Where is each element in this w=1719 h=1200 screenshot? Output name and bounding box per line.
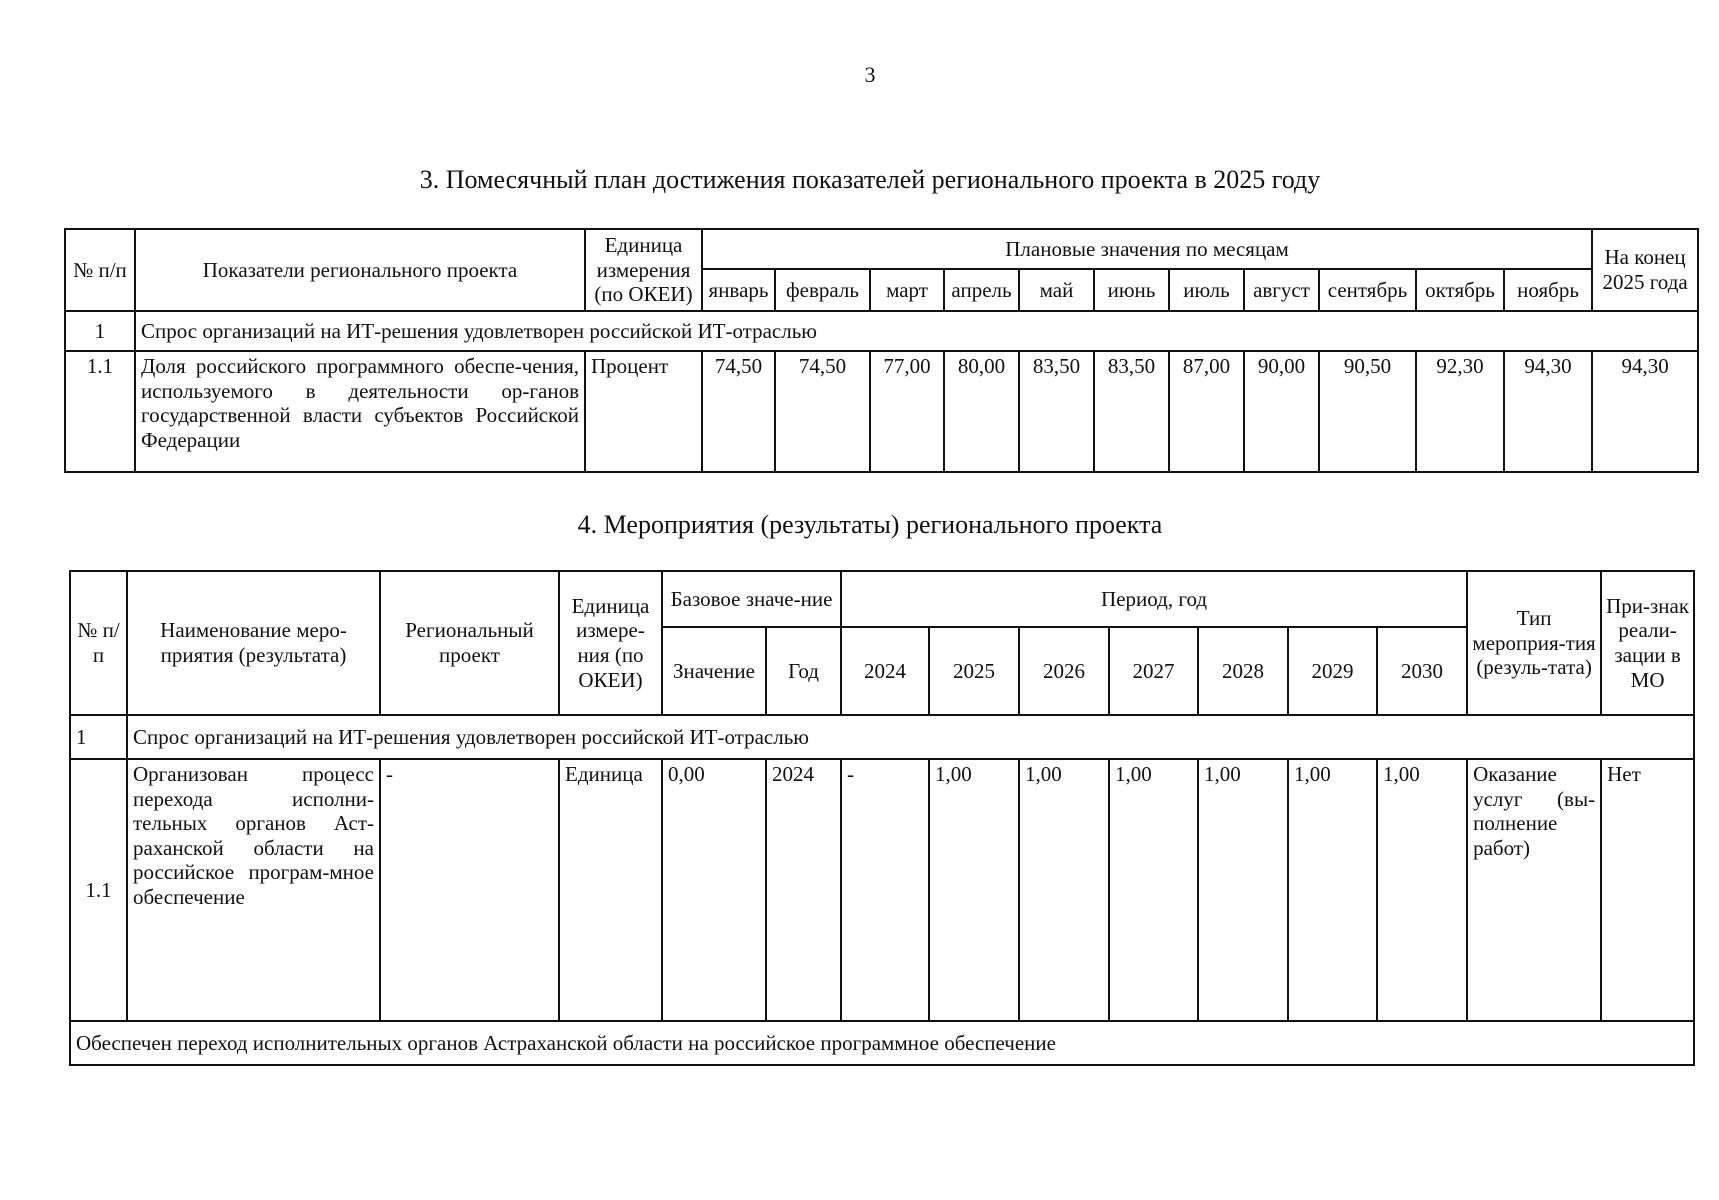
year-end-value: 94,30 — [1592, 351, 1698, 472]
activity-name: Организован процесс перехода исполни-тельных органов Аст-раханской области на российское програм-мное обеспечение — [127, 759, 380, 1021]
header-num: № п/п — [65, 229, 135, 311]
year-value: 1,00 — [1019, 759, 1109, 1021]
row-num: 1 — [65, 311, 135, 351]
header-period: Период, год — [841, 571, 1467, 627]
header-base-value-year: Год — [766, 627, 841, 715]
table-row — [65, 351, 1698, 472]
regional-project-cell: - — [380, 759, 559, 1021]
header-plan-by-month: Плановые значения по месяцам — [702, 229, 1592, 269]
month-value: 80,00 — [944, 351, 1019, 472]
month-value: 83,50 — [1094, 351, 1169, 472]
row-num: 1.1 — [70, 759, 127, 1021]
header-month: февраль — [775, 269, 870, 311]
year-value: 1,00 — [1198, 759, 1288, 1021]
month-value: 90,50 — [1319, 351, 1416, 472]
header-year: 2024 — [841, 627, 929, 715]
header-activity-type: Тип мероприя-тия (резуль-тата) — [1467, 571, 1601, 715]
header-month: март — [870, 269, 944, 311]
header-base-value-value: Значение — [662, 627, 766, 715]
year-value: 1,00 — [1377, 759, 1467, 1021]
year-value: 1,00 — [929, 759, 1019, 1021]
header-month: май — [1019, 269, 1094, 311]
row-num: 1.1 — [65, 351, 135, 472]
page-number: 3 — [864, 62, 876, 87]
unit-cell: Процент — [585, 351, 702, 472]
header-regional-project: Региональный проект — [380, 571, 559, 715]
header-mo-sign: При-знак реали-зации в МО — [1601, 571, 1694, 715]
activity-type-cell: Оказание услуг (вы-полнение работ) — [1467, 759, 1601, 1021]
header-year: 2030 — [1377, 627, 1467, 715]
month-value: 94,30 — [1504, 351, 1592, 472]
table-group-row — [65, 311, 1698, 351]
table-group-row — [70, 715, 1694, 759]
header-year: 2026 — [1019, 627, 1109, 715]
header-unit: Единица измерения (по ОКЕИ) — [585, 229, 702, 311]
activities-table — [69, 570, 1695, 1066]
section-3-title: 3. Помесячный план достижения показателей регионального проекта в 2025 году — [419, 165, 1321, 194]
monthly-plan-table — [64, 228, 1699, 473]
row-num: 1 — [70, 715, 127, 759]
header-month: апрель — [944, 269, 1019, 311]
table-row — [70, 759, 1694, 1021]
base-year-cell: 2024 — [766, 759, 841, 1021]
month-value: 87,00 — [1169, 351, 1244, 472]
base-value-cell: 0,00 — [662, 759, 766, 1021]
table-footer-row — [70, 1021, 1694, 1065]
header-month: август — [1244, 269, 1319, 311]
header-month: июнь — [1094, 269, 1169, 311]
month-value: 83,50 — [1019, 351, 1094, 472]
year-value: 1,00 — [1109, 759, 1198, 1021]
header-base-value: Базовое значе-ние — [662, 571, 841, 627]
group-row-text: Спрос организаций на ИТ-решения удовлетворен российской ИТ-отраслью — [135, 311, 1698, 351]
header-num: № п/п — [70, 571, 127, 715]
group-row-text: Спрос организаций на ИТ-решения удовлетворен российской ИТ-отраслью — [127, 715, 1694, 759]
header-year-end: На конец 2025 года — [1592, 229, 1698, 311]
header-month: октябрь — [1416, 269, 1504, 311]
month-value: 74,50 — [775, 351, 870, 472]
header-indicator: Показатели регионального проекта — [135, 229, 585, 311]
year-value: - — [841, 759, 929, 1021]
header-month: сентябрь — [1319, 269, 1416, 311]
header-activity-name: Наименование меро-приятия (результата) — [127, 571, 380, 715]
section-4-title: 4. Мероприятия (результаты) регионального проекта — [577, 510, 1163, 539]
month-value: 77,00 — [870, 351, 944, 472]
header-month: ноябрь — [1504, 269, 1592, 311]
header-month: июль — [1169, 269, 1244, 311]
header-year: 2025 — [929, 627, 1019, 715]
month-value: 74,50 — [702, 351, 775, 472]
header-unit: Единица измере-ния (по ОКЕИ) — [559, 571, 662, 715]
month-value: 92,30 — [1416, 351, 1504, 472]
header-year: 2028 — [1198, 627, 1288, 715]
header-year: 2029 — [1288, 627, 1377, 715]
month-value: 90,00 — [1244, 351, 1319, 472]
indicator-name: Доля российского программного обеспе-чения, используемого в деятельности ор-ганов государственной власти субъектов Российской Федерации — [135, 351, 585, 472]
year-value: 1,00 — [1288, 759, 1377, 1021]
mo-sign-cell: Нет — [1601, 759, 1694, 1021]
unit-cell: Единица — [559, 759, 662, 1021]
footer-result-text: Обеспечен переход исполнительных органов Астраханской области на российское программное обеспечение — [70, 1021, 1694, 1065]
header-year: 2027 — [1109, 627, 1198, 715]
header-month: январь — [702, 269, 775, 311]
